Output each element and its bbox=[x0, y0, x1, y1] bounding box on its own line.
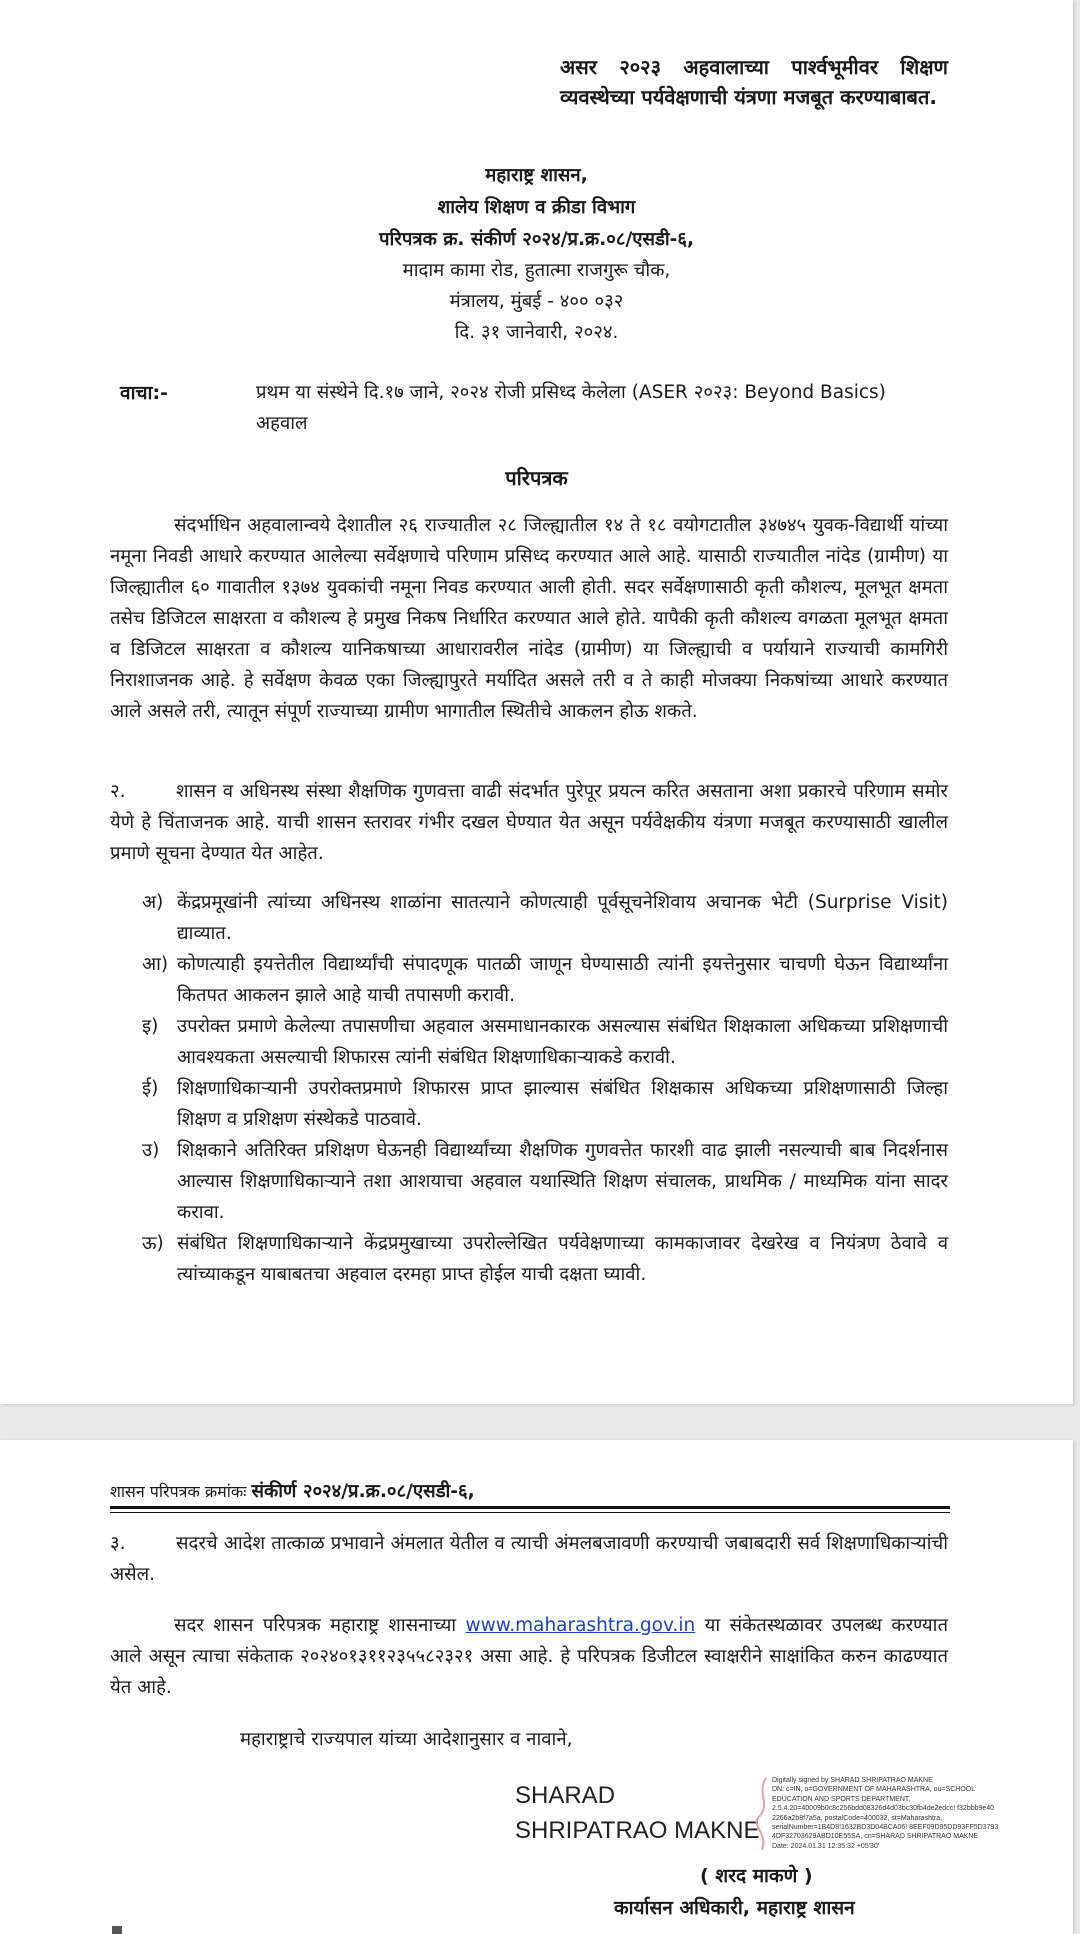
signer-name-marathi: ( शरद माकणे ) bbox=[700, 1865, 813, 1887]
instruction-marker: इ) bbox=[142, 1016, 159, 1037]
instruction-marker: ई) bbox=[142, 1078, 159, 1099]
instruction-text: शिक्षणाधिकाऱ्यानी उपरोक्तप्रमाणे शिफारस प्राप्त झाल्यास संबंधित शिक्षकास अधिकच्या प्रशिक्षणासाठी जिल्हा शिक्षण व प्रशिक्षण संस्थेकडे पाठवावे. bbox=[177, 1078, 948, 1130]
instruction-marker: ऊ) bbox=[142, 1233, 164, 1254]
dsig-line: Date: 2024.01.31 12:35:32 +05'30' bbox=[772, 1842, 880, 1850]
dsig-line: 2266a2b8f7a5a, postalCode=400032, st=Maharashtra, bbox=[772, 1814, 943, 1822]
paragraph-3-number: ३. bbox=[110, 1533, 126, 1554]
read-reference: प्रथम या संस्थेने दि.१७ जाने, २०२४ रोजी प्रसिध्द केलेला (ASER २०२३: Beyond Basics) अहवाल bbox=[256, 382, 886, 434]
instruction-item bbox=[142, 1011, 948, 1073]
circular-subject: असर २०२३ अहवालाच्या पार्श्वभूमीवर शिक्षण व्यवस्थेच्या पर्यवेक्षणाची यंत्रणा मजबूत करण्याबाबत. bbox=[560, 55, 948, 109]
dsig-line: Digitally signed by SHARAD SHRIPATRAO MAKNE bbox=[772, 1777, 933, 1784]
dsig-line: 2.5.4.20=40009b0c8c256bdd08326d4d03bc30fb4de2edcc! f32bbb9e40 bbox=[772, 1805, 995, 1813]
paragraph-2-text: शासन व अधिनस्थ संस्था शैक्षणिक गुणवत्ता वाढी संदर्भात पुरेपूर प्रयत्न करित असताना अशा प्रकारचे परिणाम समोर येणे हे चिंताजनक आहे. याची शासन स्तरावर गंभीर दखल घेण्यात येत असून पर्यवेक्षकीय यंत्रणा मजबूत करण्यासाठी खालील प्रमाणे सूचना देण्यात येत आहेत. bbox=[110, 781, 948, 864]
signer-designation: कार्यासन अधिकारी, महाराष्ट्र शासन bbox=[614, 1897, 855, 1919]
signer-name-line-1: SHARAD bbox=[515, 1782, 616, 1809]
paragraph-1: संदर्भाधिन अहवालान्वये देशातील २६ राज्यातील २८ जिल्ह्यातील १४ ते १८ वयोगटातील ३४७४५ युवक-विद्यार्थी यांच्या नमूना निवडी आधारे करण्यात आलेल्या सर्वेक्षणाचे परिणाम प्रसिध्द करण्यात आले आहे. यासाठी राज्यातील नांदेड (ग्रामीण) या जिल्ह्यातील ६० गावातील १३७४ युवकांची नमूना निवड करण्यात आली होती. सदर सर्वेक्षणासाठी कृती कौशल्य, मूलभूत क्षमता तसेच डिजिटल साक्षरता व कौशल्य हे प्रमुख निकष निर्धारित करण्यात आले होते. यापैकी कृती कौशल्य वगळता मूलभूत क्षमता व डिजिटल साक्षरता व कौशल्य यानिकषाच्या आधारावरील नांदेड (ग्रामीण) या जिल्ह्याची व पर्यायाने राज्याची कामगिरी निराशाजनक आहे. हे सर्वेक्षण केवळ एका जिल्ह्यापुरते मर्यादित असले तरी व ते काही मोजक्या निकषांच्या आधारे करण्यात आले असले तरी, त्यातून संपूर्ण राज्याच्या ग्रामीण भागातील स्थितीचे आकलन होऊ शकते. bbox=[110, 515, 949, 722]
governor-order-line: महाराष्ट्राचे राज्यपाल यांच्या आदेशानुसार व नावाने, bbox=[240, 1729, 573, 1750]
instruction-text: उपरोक्त प्रमाणे केलेल्या तपासणीचा अहवाल असमाधानकारक असल्यास संबंधित शिक्षकाला अधिकच्या प्रशिक्षणाची आवश्यकता असल्याची शिफारस त्यांनी संबंधित शिक्षणाधिकाऱ्याकडे करावी. bbox=[177, 1016, 948, 1068]
header-department: शालेय शिक्षण व क्रीडा विभाग bbox=[437, 197, 636, 218]
header-address-line-2: मंत्रालय, मुंबई - ४०० ०३२ bbox=[449, 291, 624, 312]
header-rule-thin bbox=[110, 1512, 950, 1513]
paragraph-2 bbox=[110, 776, 948, 869]
paragraph-2-number: २. bbox=[110, 781, 126, 802]
reference-number: संकीर्ण २०२४/प्र.क्र.०८/एसडी-६, bbox=[251, 1481, 475, 1502]
paragraph-3-text: सदरचे आदेश तात्काळ प्रभावाने अंमलात येतील व त्याची अंमलबजावणी करण्याची जबाबदारी सर्व शिक्षणाधिकाऱ्यांची असेल. bbox=[110, 1533, 948, 1585]
circular-title: परिपत्रक bbox=[505, 466, 568, 490]
instruction-text: शिक्षकाने अतिरिक्त प्रशिक्षण घेऊनही विद्यार्थ्यांच्या शैक्षणिक गुणवत्तेत फारशी वाढ झाली नसल्याची बाब निदर्शनास आल्यास शिक्षणाधिकाऱ्याने तशा आशयाचा अहवाल यथास्थिति शिक्षण संचालक, प्राथमिक / माध्यमिक यांना सादर करावा. bbox=[177, 1140, 948, 1223]
instruction-marker: आ) bbox=[142, 954, 169, 975]
instruction-text: संबंधित शिक्षणाधिकाऱ्याने केंद्रप्रमुखाच्या उपरोल्लेखित पर्यवेक्षणाच्या कामकाजावर देखरेख व नियंत्रण ठेवावे व त्यांच्याकडून याबाबतचा अहवाल दरमहा प्राप्त होईल याची दक्षता घ्यावी. bbox=[177, 1233, 948, 1285]
instruction-text: केंद्रप्रमूखांनी त्यांच्या अधिनस्थ शाळांना सातत्याने कोणत्याही पूर्वसूचनेशिवाय अचानक भेटी (Surprise Visit) द्याव्यात. bbox=[177, 892, 948, 944]
header-government: महाराष्ट्र शासन, bbox=[485, 165, 588, 186]
dsig-line: EDUCATION AND SPORTS DEPARTMENT, bbox=[772, 1795, 911, 1803]
website-link[interactable]: www.maharashtra.gov.in bbox=[465, 1615, 696, 1636]
instruction-item bbox=[142, 949, 948, 1011]
instruction-item bbox=[142, 1073, 948, 1135]
paragraph-4-text-after: या संकेतस्थळावर उपलब्ध करण्यात आले असून त्याचा संकेताक २०२४०१३११२३५५८२३२१ असा आहे. हे परिपत्रक डिजीटल स्वाक्षरीने साक्षांकित करुन काढण्यात येत आहे. bbox=[110, 1615, 949, 1698]
instruction-item bbox=[142, 1228, 948, 1290]
digital-signature-block bbox=[772, 1776, 1072, 1851]
instruction-item bbox=[142, 887, 948, 949]
paragraph-4 bbox=[110, 1610, 948, 1703]
instruction-text: कोणत्याही इयत्तेतील विद्यार्थ्यांची संपादणूक पातळी जाणून घेण्यासाठी त्यांनी इयत्तेनुसार चाचणी घेऊन विद्यार्थ्यांना कितपत आकलन झाले आहे याची तपासणी करावी. bbox=[177, 954, 948, 1006]
page2-reference-line bbox=[110, 1478, 475, 1503]
page-edge-mark bbox=[112, 1926, 122, 1934]
dsig-line: serialNumber=1B4D8!1632BD3D04BCA06! 8EEF09D95DD93FF5D3793 bbox=[772, 1824, 999, 1832]
paragraph-3 bbox=[110, 1528, 948, 1590]
instruction-marker: उ) bbox=[142, 1140, 160, 1161]
dsig-line: 4DF32703629ABD10E55SA, cn=SHARAD SHRIPATRAO MAKNE bbox=[772, 1833, 979, 1841]
header-rule-thick bbox=[110, 1506, 950, 1509]
paragraph-4-text-before: सदर शासन परिपत्रक महाराष्ट्र शासनाच्या bbox=[174, 1615, 457, 1636]
header-address-line-1: मादाम कामा रोड, हुतात्मा राजगुरू चौक, bbox=[402, 260, 671, 281]
read-label: वाचा:- bbox=[120, 382, 168, 404]
instructions-list bbox=[142, 887, 948, 1290]
instruction-marker: अ) bbox=[142, 892, 164, 913]
signer-name-block bbox=[515, 1778, 759, 1848]
header-circular-number: परिपत्रक क्र. संकीर्ण २०२४/प्र.क्र.०८/एसडी-६, bbox=[378, 229, 694, 250]
reference-prefix: शासन परिपत्रक क्रमांकः bbox=[110, 1482, 247, 1501]
dsig-line: DN: c=IN, o=GOVERNMENT OF MAHARASHTRA, ou=SCHOOL bbox=[772, 1786, 976, 1794]
signer-name-line-2: SHRIPATRAO MAKNE bbox=[515, 1817, 760, 1844]
header-date: दि. ३१ जानेवारी, २०२४. bbox=[454, 322, 619, 343]
instruction-item bbox=[142, 1135, 948, 1228]
